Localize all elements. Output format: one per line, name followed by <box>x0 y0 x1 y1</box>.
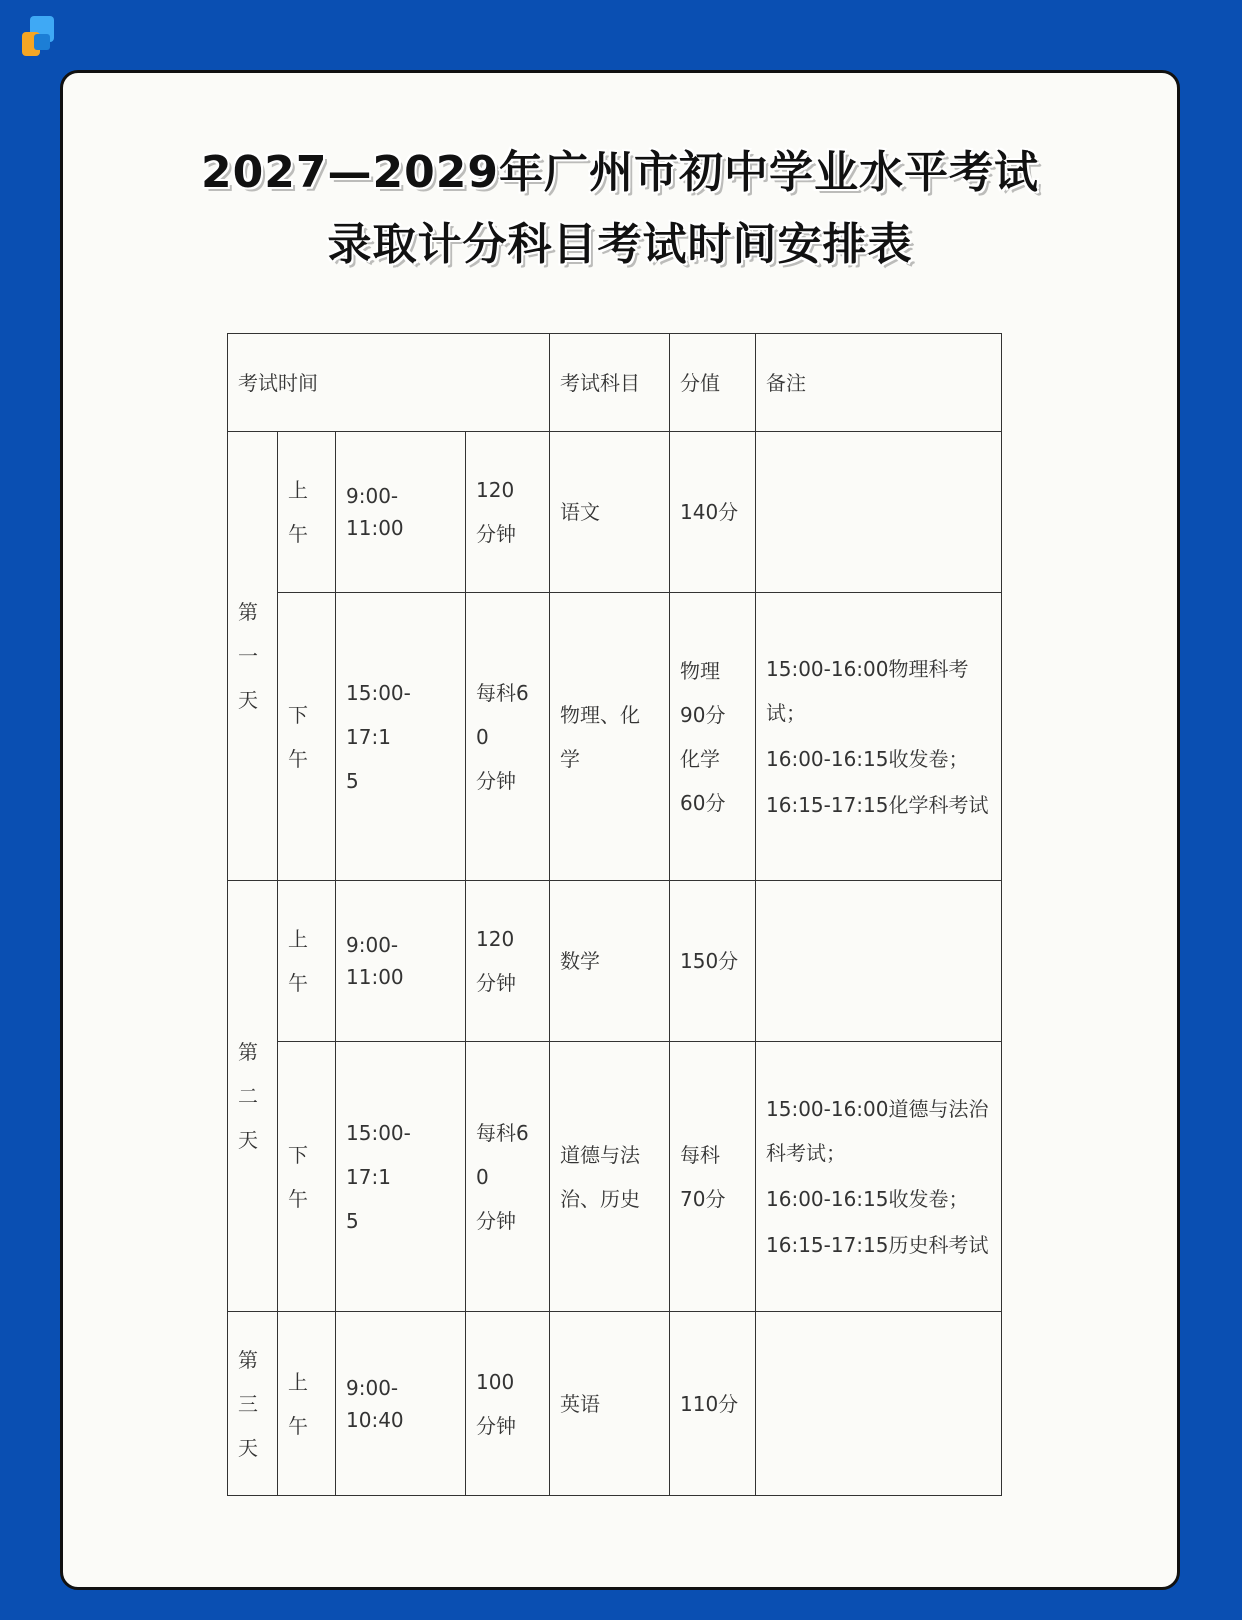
duration-cell: 120 分钟 <box>466 432 550 593</box>
note-cell: 15:00-16:00道德与法治 科考试； 16:00-16:15收发卷； 16:15-17:15历史科考试 <box>756 1042 1002 1312</box>
day-label: 第 二 天 <box>228 881 278 1312</box>
period-cell: 上 午 <box>278 881 336 1042</box>
note-cell <box>756 432 1002 593</box>
subject-cell: 物理、化 学 <box>550 593 670 881</box>
duration-cell: 120 分钟 <box>466 881 550 1042</box>
day-label: 第 三 天 <box>228 1312 278 1496</box>
score-cell: 每科 70分 <box>670 1042 756 1312</box>
duration-cell: 每科6 0 分钟 <box>466 1042 550 1312</box>
title-line-2: 录取计分科目考试时间安排表 <box>327 219 913 270</box>
period-cell: 下 午 <box>278 593 336 881</box>
note-cell <box>756 881 1002 1042</box>
table-row <box>228 593 1002 881</box>
day-label: 第 一 天 <box>228 432 278 881</box>
table-header-row <box>228 334 1002 432</box>
period-cell: 下 午 <box>278 1042 336 1312</box>
period-cell: 上 午 <box>278 432 336 593</box>
header-subject: 考试科目 <box>550 334 670 432</box>
score-cell: 140分 <box>670 432 756 593</box>
table-row <box>228 1042 1002 1312</box>
table-row <box>228 881 1002 1042</box>
score-cell: 150分 <box>670 881 756 1042</box>
time-cell: 9:00-11:00 <box>336 432 466 593</box>
score-cell: 110分 <box>670 1312 756 1496</box>
header-exam-time: 考试时间 <box>228 334 550 432</box>
duration-cell: 每科6 0 分钟 <box>466 593 550 881</box>
header-note: 备注 <box>756 334 1002 432</box>
score-cell: 物理 90分 化学 60分 <box>670 593 756 881</box>
time-cell: 9:00-11:00 <box>336 881 466 1042</box>
period-cell: 上 午 <box>278 1312 336 1496</box>
subject-cell: 道德与法 治、历史 <box>550 1042 670 1312</box>
subject-cell: 数学 <box>550 881 670 1042</box>
time-cell: 9:00-10:40 <box>336 1312 466 1496</box>
title-line-1: 2027—2029年广州市初中学业水平考试 <box>201 147 1039 198</box>
note-cell: 15:00-16:00物理科考 试； 16:00-16:15收发卷； 16:15-17:15化学科考试 <box>756 593 1002 881</box>
duration-cell: 100 分钟 <box>466 1312 550 1496</box>
table-row <box>228 432 1002 593</box>
table-row <box>228 1312 1002 1496</box>
time-cell: 15:00-17:1 5 <box>336 1042 466 1312</box>
page-title <box>63 137 1177 281</box>
subject-cell: 英语 <box>550 1312 670 1496</box>
brand-logo-icon <box>18 14 58 60</box>
schedule-card <box>60 70 1180 1590</box>
subject-cell: 语文 <box>550 432 670 593</box>
header-score: 分值 <box>670 334 756 432</box>
note-cell <box>756 1312 1002 1496</box>
exam-schedule-table <box>227 333 1002 1496</box>
time-cell: 15:00-17:1 5 <box>336 593 466 881</box>
